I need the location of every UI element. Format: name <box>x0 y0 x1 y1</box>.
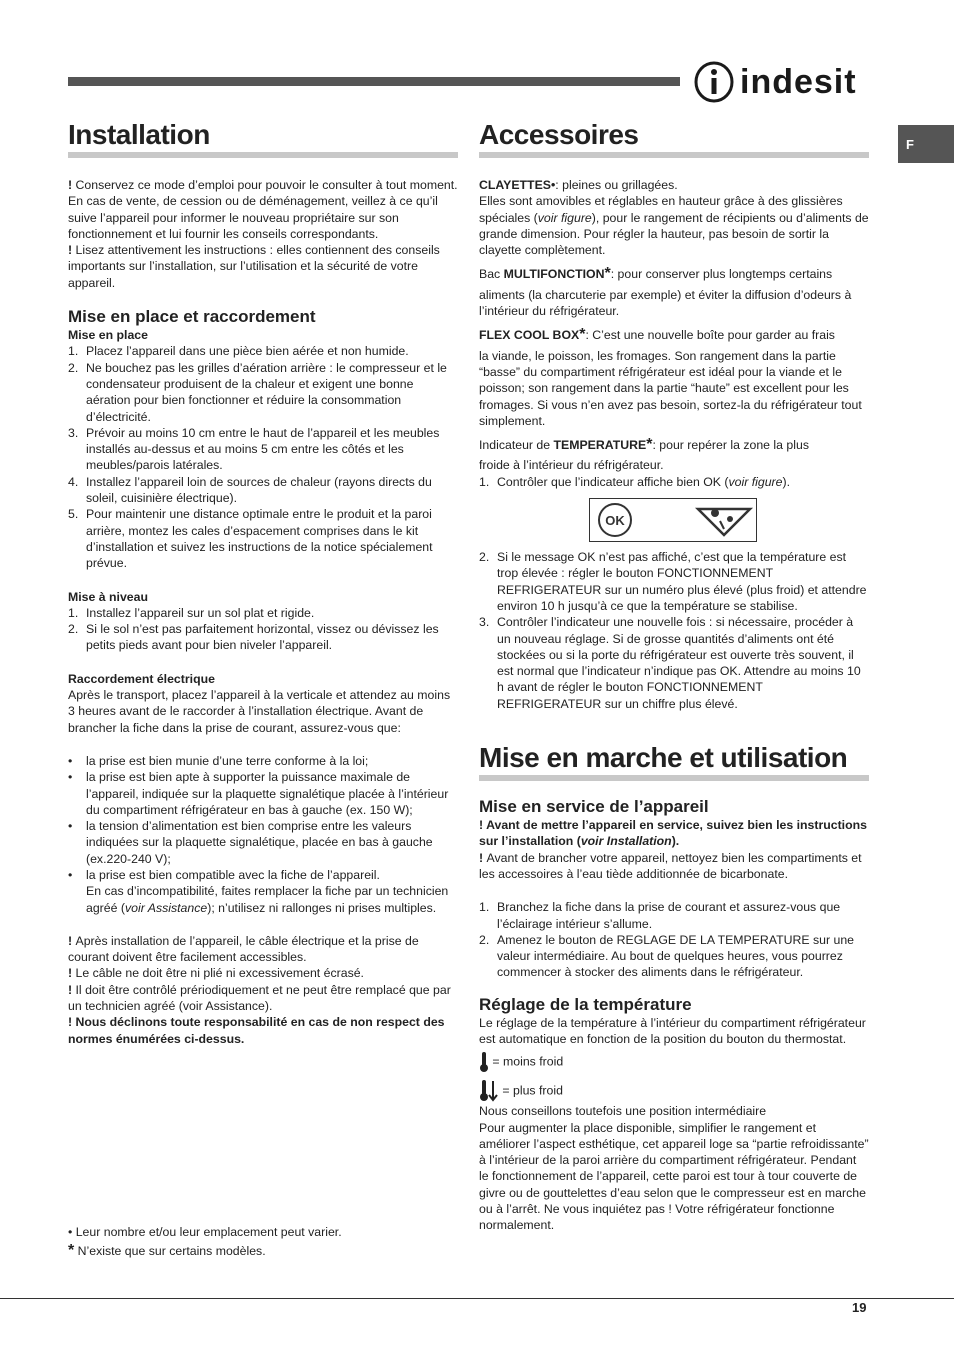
service-steps <box>479 899 869 980</box>
list-item: 1. Contrôler que l’indicateur affiche bien OK (voir figure). <box>479 474 791 489</box>
intro-warning: ! Lisez attentivement les instructions : elles contiennent des conseils importants sur l’installation, sur l’utilisation et la sécurité de votre appareil. <box>68 243 440 290</box>
footer-rule <box>0 1298 954 1299</box>
list-item: 2. Si le message OK n’est pas affiché, c’est que la température est trop élevée : régler le bouton FONCTIONNEMENT REFRIGERATEUR sur un numéro plus élevé (plus froid) et attendre environ 10 h jusqu’à ce que la température se stabilise. <box>479 550 867 613</box>
colder-line: = plus froid <box>479 1079 869 1103</box>
warning-cable-bend: ! Le câble ne doit être ni plié ni excessivement écrasé. <box>68 966 364 981</box>
service-warning-bold: ! Avant de mettre l’appareil en service, suivez bien les instructions sur l’installation (voir Installation). <box>479 818 867 849</box>
raccordement-heading: Raccordement électrique <box>68 671 215 686</box>
multifonction-paragraph: aliments (la charcuterie par exemple) et éviter la diffusion d’odeurs à l’intérieur du réfrigérateur. <box>479 287 852 319</box>
accessories-column <box>479 118 869 1234</box>
mise-en-service-heading: Mise en service de l’appareil <box>479 797 709 817</box>
list-item: 3. Prévoir au moins 10 cm entre le haut de l’appareil et les meubles installés au-dessus et au moins 5 cm entre les côtés et les meubles/parois latérales. <box>68 425 440 473</box>
warning-cable-check: ! Il doit être contrôlé prériodiquement et ne peut être remplacé que par un technicien agréé (voir Assistance). <box>68 982 451 1014</box>
warning-cable-access: ! Après installation de l’appareil, le câble électrique et la prise de courant doivent être facilement accessibles. <box>68 933 419 965</box>
indicator-steps <box>479 549 869 712</box>
clayettes-line: CLAYETTES•: pleines ou grillagées. <box>479 178 678 192</box>
list-item: • la prise est bien compatible avec la fiche de l’appareil. En cas d’incompatibilité, faites remplacer la fiche par un technicien agréé (voir Assistance); n’utilisez ni rallonges ni prises multiples. <box>68 867 449 915</box>
flex-cool-box-line: FLEX COOL BOX*: C’est une nouvelle boîte pour garder au frais <box>479 326 835 344</box>
liability-warning: ! Nous déclinons toute responsabilité en cas de non respect des normes énumérées ci-dessus. <box>68 1015 445 1046</box>
list-item: 2. Ne bouchez pas les grilles d’aération arrière : le compresseur et le condensateur produisent de la chaleur et exigent une bonne aération pour bien fonctionner et réduire la consommation d’électricité. <box>68 360 447 424</box>
list-item: 3. Contrôler l’indicateur une nouvelle fois : si nécessaire, procéder à un nouveau réglage. Si de grosse quantités d’aliments ont été stockées ou si la porte du réfrigérateur est ouverte très souvent, il est normal que l’indicateur n’indique pas OK. Attendre au moins 10 h avant de régler le bouton FONCTIONNEMENT REFRIGERATEUR sur un chiffre plus élevé. <box>479 615 861 711</box>
footnote-star: * N’existe que sur certains modèles. <box>68 1242 266 1259</box>
installation-column <box>68 118 458 1047</box>
brand-logo <box>694 60 857 104</box>
list-item: 1. Placez l’appareil dans une pièce bien aérée et non humide. <box>68 344 409 359</box>
list-item: • la tension d’alimentation est bien comprise entre les valeurs indiquées sur la plaquette signalétique, placée en bas à gauche (ex.220-240 V); <box>68 819 433 866</box>
footnote-bullet: • Leur nombre et/ou leur emplacement peut varier. <box>68 1225 342 1239</box>
ok-indicator-icon <box>590 499 756 541</box>
reglage-heading: Réglage de la température <box>479 994 692 1014</box>
thermometer-arrow-icon <box>479 1079 499 1103</box>
installation-title: Installation <box>68 119 210 150</box>
page-number: 19 <box>852 1300 867 1315</box>
reglage-text: Le réglage de la température à l’intérieur du compartiment réfrigérateur est automatique en fonction de la position du bouton du thermostat. <box>479 1015 866 1046</box>
raccordement-text: Après le transport, placez l’appareil à la verticale et attendez au moins 3 heures avant de le raccorder à l’installation électrique. Avant de brancher la fiche dans la prise de courant, assurez-vous que: <box>68 688 451 735</box>
indicator-step-1 <box>479 474 869 490</box>
brand-name: indesit <box>740 62 857 101</box>
header-bar <box>68 77 680 86</box>
conseil-text: Nous conseillons toutefois une position intermédiaire <box>479 1104 767 1119</box>
list-item: 1. Installez l’appareil sur un sol plat et rigide. <box>68 605 315 620</box>
mise-en-place-heading: Mise en place <box>68 328 148 343</box>
placement-heading: Mise en place et raccordement <box>68 307 316 327</box>
clayettes-paragraph: Elles sont amovibles et réglables en hauteur grâce à des glissières spéciales (voir figure), pour le rangement de récipients ou d’aliments de grande dimension. Pour régler la hauteur, pas besoin de sortir la clayette complètement. <box>479 194 869 258</box>
list-item: 2. Si le sol n’est pas parfaitement horizontal, vissez ou dévissez les petits pieds avant pour bien niveler l’appareil. <box>68 622 439 653</box>
leveling-list <box>68 605 458 654</box>
temperature-indicator-line: Indicateur de TEMPERATURE*: pour repérer la zone la plus <box>479 436 809 454</box>
language-tab: F <box>898 125 954 163</box>
service-warning-clean: ! Avant de brancher votre appareil, nettoyez bien les compartiments et les accessoires à l’eau tiède additionnée de bicarbonate. <box>479 850 862 881</box>
indesit-logo-icon <box>694 61 734 103</box>
mise-a-niveau-heading: Mise à niveau <box>68 589 148 604</box>
flex-cool-box-paragraph: la viande, le poisson, les fromages. Son rangement dans la partie “basse” du compartiment réfrigérateur est idéal pour la viande et le poisson; son rangement dans la partie “haute” est excellent pour les fromages. Si vous n’en avez pas besoin, sortez-la du réfrigérateur tout simplement. <box>479 348 862 428</box>
less-cold-line: = moins froid <box>479 1051 869 1073</box>
temperature-indicator-text: froide à l’intérieur du réfrigérateur. <box>479 458 664 473</box>
placement-list <box>68 343 458 571</box>
list-item: 5. Pour maintenir une distance optimale entre le produit et la paroi arrière, montez les cales d’espacement comprises dans le kit d’installation et suivez les instructions de la notice spécialement prévue. <box>68 507 433 571</box>
ok-indicator-text: OK <box>605 513 625 529</box>
multifonction-line: Bac MULTIFONCTION*: pour conserver plus longtemps certains <box>479 265 833 283</box>
list-item: 4. Installez l’appareil loin de sources de chaleur (rayons directs du soleil, cuisinière électrique). <box>68 474 432 506</box>
electrical-checklist <box>68 753 458 916</box>
list-item: • la prise est bien munie d’une terre conforme à la loi; <box>68 753 369 768</box>
intro-paragraph: ! Conservez ce mode d’emploi pour pouvoir le consulter à tout moment. En cas de vente, de cession ou de déménagement, veillez à ce qu’il suive l’appareil pour informer le nouveau propriétaire sur son fonctionnement et lui fournir les conseils correspondants. <box>68 178 458 241</box>
thermometer-icon <box>479 1051 489 1073</box>
list-item: 1. Branchez la fiche dans la prise de courant et assurez-vous que l’éclairage intérieur s’allume. <box>479 900 841 931</box>
final-paragraph: Pour augmenter la place disponible, simplifier le rangement et améliorer l’aspect esthétique, cet appareil loge sa “partie refroidissante” à l’intérieur de la paroi arrière du compartiment réfrigérateur. Pendant le fonctionnement de l’appareil, cette paroi est tour à tour couverte de givre ou de gouttelettes d’eau selon que le compresseur est en marche ou à l’arrêt. Ne vous inquiétez pas ! Votre réfrigérateur fonctionne normalement. <box>479 1120 869 1233</box>
usage-title: Mise en marche et utilisation <box>479 742 848 774</box>
list-item: 2. Amenez le bouton de REGLAGE DE LA TEMPERATURE sur une valeur intermédiaire. Au bout de quelques heures, vous pourrez commencer à stocker des aliments dans le réfrigérateur. <box>479 932 854 980</box>
ok-indicator-figure <box>589 498 757 542</box>
accessories-title: Accessoires <box>479 119 639 150</box>
list-item: • la prise est bien apte à supporter la puissance maximale de l’appareil, indiquée sur la plaquette signalétique placée à l’intérieur du compartiment réfrigérateur en bas à gauche (ex. 150 W); <box>68 770 449 817</box>
